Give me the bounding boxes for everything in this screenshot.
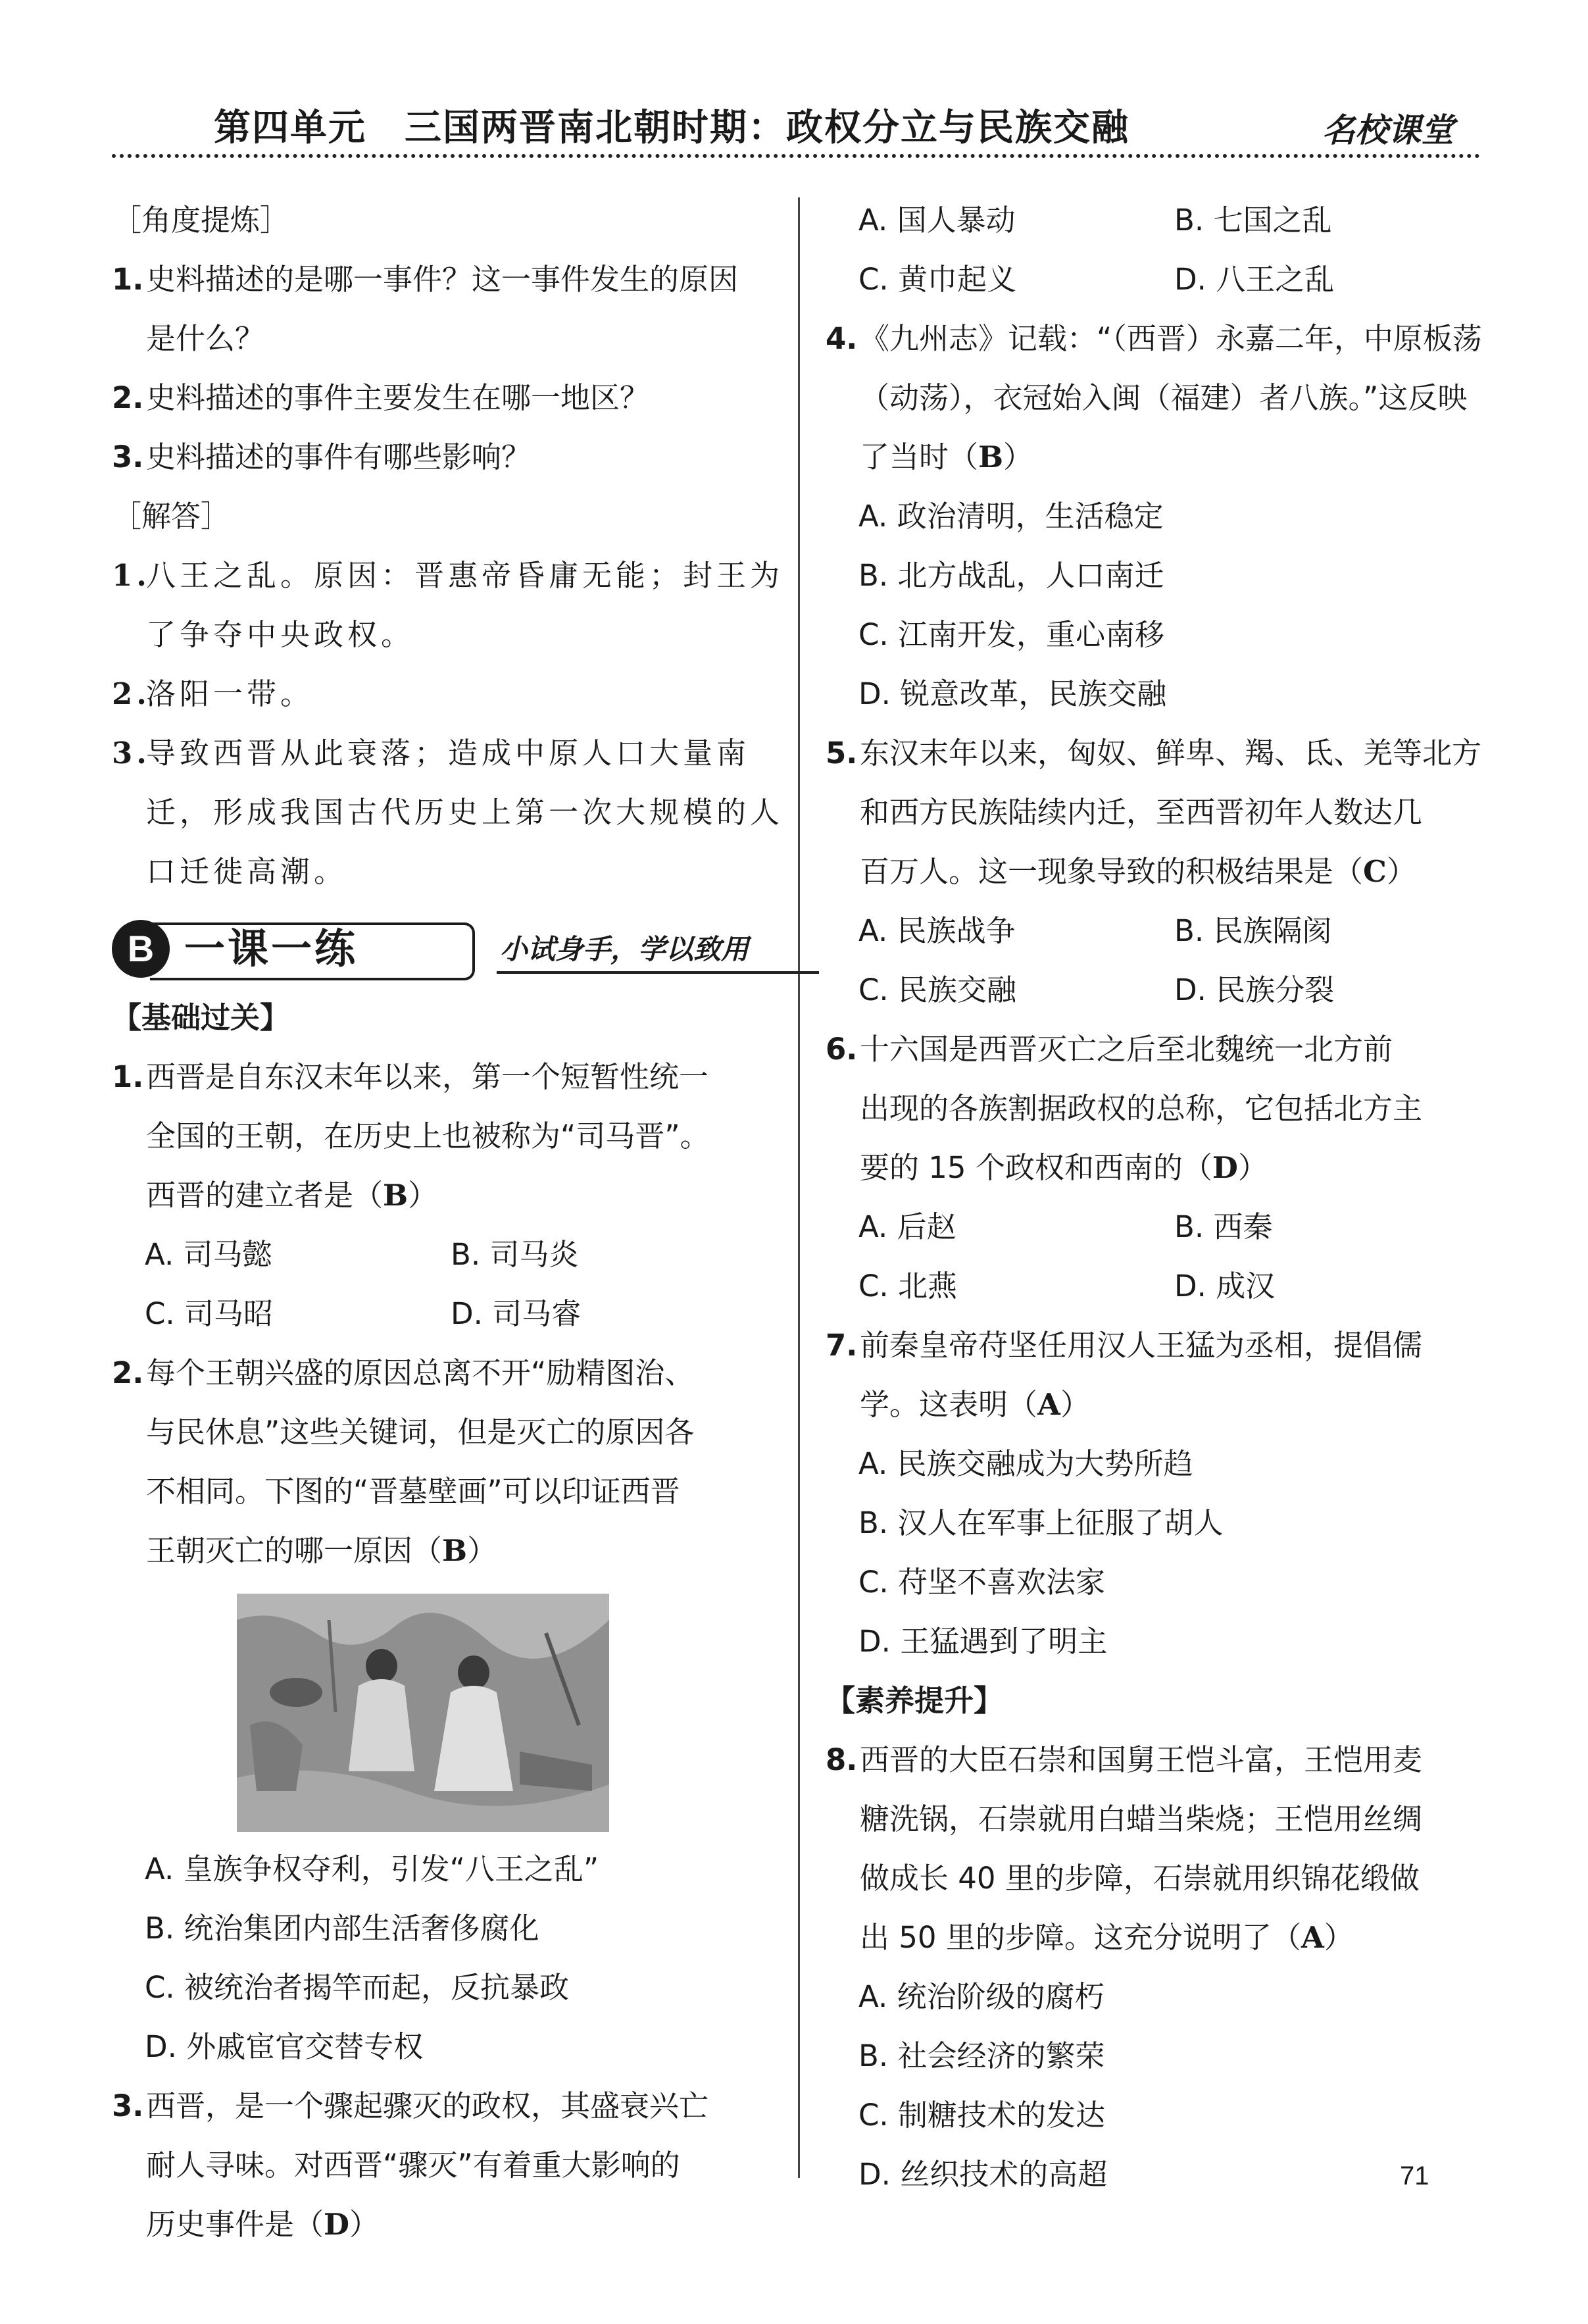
option-row xyxy=(826,901,1490,961)
angle-heading: ［角度提炼］ xyxy=(112,203,290,238)
angle-question-3: 3.史料描述的事件有哪些影响？ xyxy=(112,440,532,474)
option-c: C. 被统治者揭竿而起，反抗暴政 xyxy=(145,1970,570,2005)
banner-slogan: 小试身手，学以致用 xyxy=(500,933,749,965)
angle-question-2: 2.史料描述的事件主要发生在哪一地区？ xyxy=(112,380,650,415)
question-1: 1.西晋是自东汉末年以来，第一个短暂性统一 全国的王朝，在历史上也被称为“司马晋”。 西晋的建立者是（B） A. 司马懿 B. 司马炎 C. 司马昭 D. 司马睿 xyxy=(112,1048,757,1344)
question-7: 7.前秦皇帝苻坚任用汉人王猛为丞相，提倡儒 学。这表明（A） A. 民族交融成为大势所趋 B. 汉人在军事上征服了胡人 C. 苻坚不喜欢法家 D. 王猛遇到了明主 xyxy=(826,1316,1490,1671)
answer-3: 3.导致西晋从此衰落；造成中原人口大量南 迁，形成我国古代历史上第一次大规模的人 口迁徙高潮。 xyxy=(112,736,784,889)
option-b: B. 统治集团内部生活奢侈腐化 xyxy=(145,1911,539,1946)
page-number: 71 xyxy=(1400,2161,1429,2190)
answer-letter: D xyxy=(324,2207,350,2242)
option-d: D. 司马睿 xyxy=(451,1296,582,1331)
option-d: D. 八王之乱 xyxy=(1174,262,1335,297)
answer-2: 2.洛阳一带。 xyxy=(112,676,314,711)
option-a: A. 司马懿 xyxy=(145,1237,272,1272)
option-row xyxy=(826,191,1490,250)
answer-letter: B xyxy=(442,1533,468,1568)
basic-heading: 【基础过关】 xyxy=(112,1000,290,1035)
advanced-heading: 【素养提升】 xyxy=(826,1683,1004,1718)
question-2: 2.每个王朝兴盛的原因总离不开“励精图治、 与民休息”这些关键词，但是灭亡的原因各 不相同。下图的“晋墓壁画”可以印证西晋 王朝灭亡的哪一原因（B） A. 皇族争权夺利，引发“八王之乱” B. 统治集团内部生活奢侈腐化 C. 被统治者揭竿而起，反抗暴政 D. 外戚宦官交替专权 xyxy=(112,1344,757,2077)
option-b: B. 社会经济的繁荣 xyxy=(858,2038,1105,2073)
option-c: C. 江南开发，重心南移 xyxy=(858,617,1165,652)
option-b: B. 司马炎 xyxy=(451,1237,579,1272)
question-3: 3.西晋，是一个骤起骤灭的政权，其盛衰兴亡 耐人寻味。对西晋“骤灭”有着重大影响的 历史事件是（D） xyxy=(112,2088,709,2242)
option-a: A. 民族战争 xyxy=(858,913,1016,948)
option-b: B. 汉人在军事上征服了胡人 xyxy=(858,1505,1224,1540)
tomb-mural-image xyxy=(237,1594,609,1832)
banner-label: 一课一练 xyxy=(184,924,359,973)
question-4: 4.《九州志》记载：“（西晋）永嘉二年，中原板荡 （动荡），衣冠始入闽（福建）者八族。”这反映 了当时（B） A. 政治清明，生活稳定 B. 北方战乱，人口南迁 C. 江南开发，重心南移 D. 锐意改革，民族交融 xyxy=(826,309,1490,724)
option-c: C. 司马昭 xyxy=(145,1296,274,1331)
option-a: A. 国人暴动 xyxy=(858,203,1016,238)
option-c: C. 苻坚不喜欢法家 xyxy=(858,1565,1106,1600)
option-row xyxy=(112,1284,757,1344)
unit-title: 第四单元 三国两晋南北朝时期：政权分立与民族交融 xyxy=(214,106,1129,149)
option-a: A. 民族交融成为大势所趋 xyxy=(858,1446,1193,1481)
option-d: D. 民族分裂 xyxy=(1174,973,1335,1007)
right-column xyxy=(826,191,1490,2204)
option-a: A. 政治清明，生活稳定 xyxy=(858,499,1164,534)
option-b: B. 北方战乱，人口南迁 xyxy=(858,558,1164,593)
option-d: D. 丝织技术的高超 xyxy=(858,2157,1108,2192)
banner-badge: B xyxy=(112,920,170,978)
option-c: C. 北燕 xyxy=(858,1269,958,1303)
option-d: D. 王猛遇到了明主 xyxy=(858,1624,1108,1659)
answer-1: 1.八王之乱。原因：晋惠帝昏庸无能；封王为 了争夺中央政权。 xyxy=(112,558,784,652)
option-b: B. 七国之乱 xyxy=(1174,203,1332,238)
option-d: D. 外戚宦官交替专权 xyxy=(145,2029,424,2064)
option-row xyxy=(826,1257,1490,1316)
question-5: 5.东汉末年以来，匈奴、鲜卑、羯、氐、羌等北方 和西方民族陆续内迁，至西晋初年人数达几 百万人。这一现象导致的积极结果是（C） A. 民族战争 B. 民族隔阂 C. 民族交融 D. 民族分裂 xyxy=(826,724,1490,1020)
option-a: A. 统治阶级的腐朽 xyxy=(858,1979,1104,2014)
answer-letter: D xyxy=(1212,1150,1238,1185)
option-c: C. 民族交融 xyxy=(858,973,1017,1007)
option-a: A. 后赵 xyxy=(858,1209,956,1244)
column-divider xyxy=(798,197,800,2178)
question-8: 8.西晋的大臣石崇和国舅王恺斗富，王恺用麦 糖洗锅，石崇就用白蜡当柴烧；王恺用丝绸 做成长 40 里的步障，石崇就用织锦花缎做 出 50 里的步障。这充分说明了（A） A. 统治阶级的腐朽 B. 社会经济的繁荣 C. 制糖技术的发达 D. 丝织技术的高超 xyxy=(826,1730,1490,2204)
option-a: A. 皇族争权夺利，引发“八王之乱” xyxy=(145,1852,599,1886)
question-6: 6.十六国是西晋灭亡之后至北魏统一北方前 出现的各族割据政权的总称，它包括北方主 要的 15 个政权和西南的（D） A. 后赵 B. 西秦 C. 北燕 D. 成汉 xyxy=(826,1020,1490,1316)
slogan-underline xyxy=(497,971,819,974)
page-header xyxy=(112,86,1480,158)
option-row xyxy=(826,1198,1490,1257)
option-d: D. 成汉 xyxy=(1174,1269,1276,1303)
answer-letter: B xyxy=(978,440,1004,474)
answer-letter: A xyxy=(1037,1387,1060,1422)
left-column xyxy=(112,191,784,2254)
option-b: B. 西秦 xyxy=(1174,1209,1273,1244)
option-d: D. 锐意改革，民族交融 xyxy=(858,676,1167,711)
section-banner xyxy=(112,913,757,986)
header-dotted-rule xyxy=(112,154,1480,158)
brand-logo: 名校课堂 xyxy=(1322,111,1454,149)
option-b: B. 民族隔阂 xyxy=(1174,913,1332,948)
answer-letter: A xyxy=(1301,1920,1324,1955)
option-c: C. 黄巾起义 xyxy=(858,262,1017,297)
option-row xyxy=(826,250,1490,309)
option-c: C. 制糖技术的发达 xyxy=(858,2098,1106,2133)
option-row xyxy=(112,1225,757,1284)
mural-illustration xyxy=(237,1594,609,1832)
question-3-options xyxy=(826,191,1490,309)
answer-heading: ［解答］ xyxy=(112,499,231,534)
answer-letter: C xyxy=(1363,854,1387,889)
option-row xyxy=(826,961,1490,1020)
angle-question-1: 1.史料描述的是哪一事件？这一事件发生的原因 是什么？ xyxy=(112,262,739,356)
answer-letter: B xyxy=(383,1178,409,1213)
